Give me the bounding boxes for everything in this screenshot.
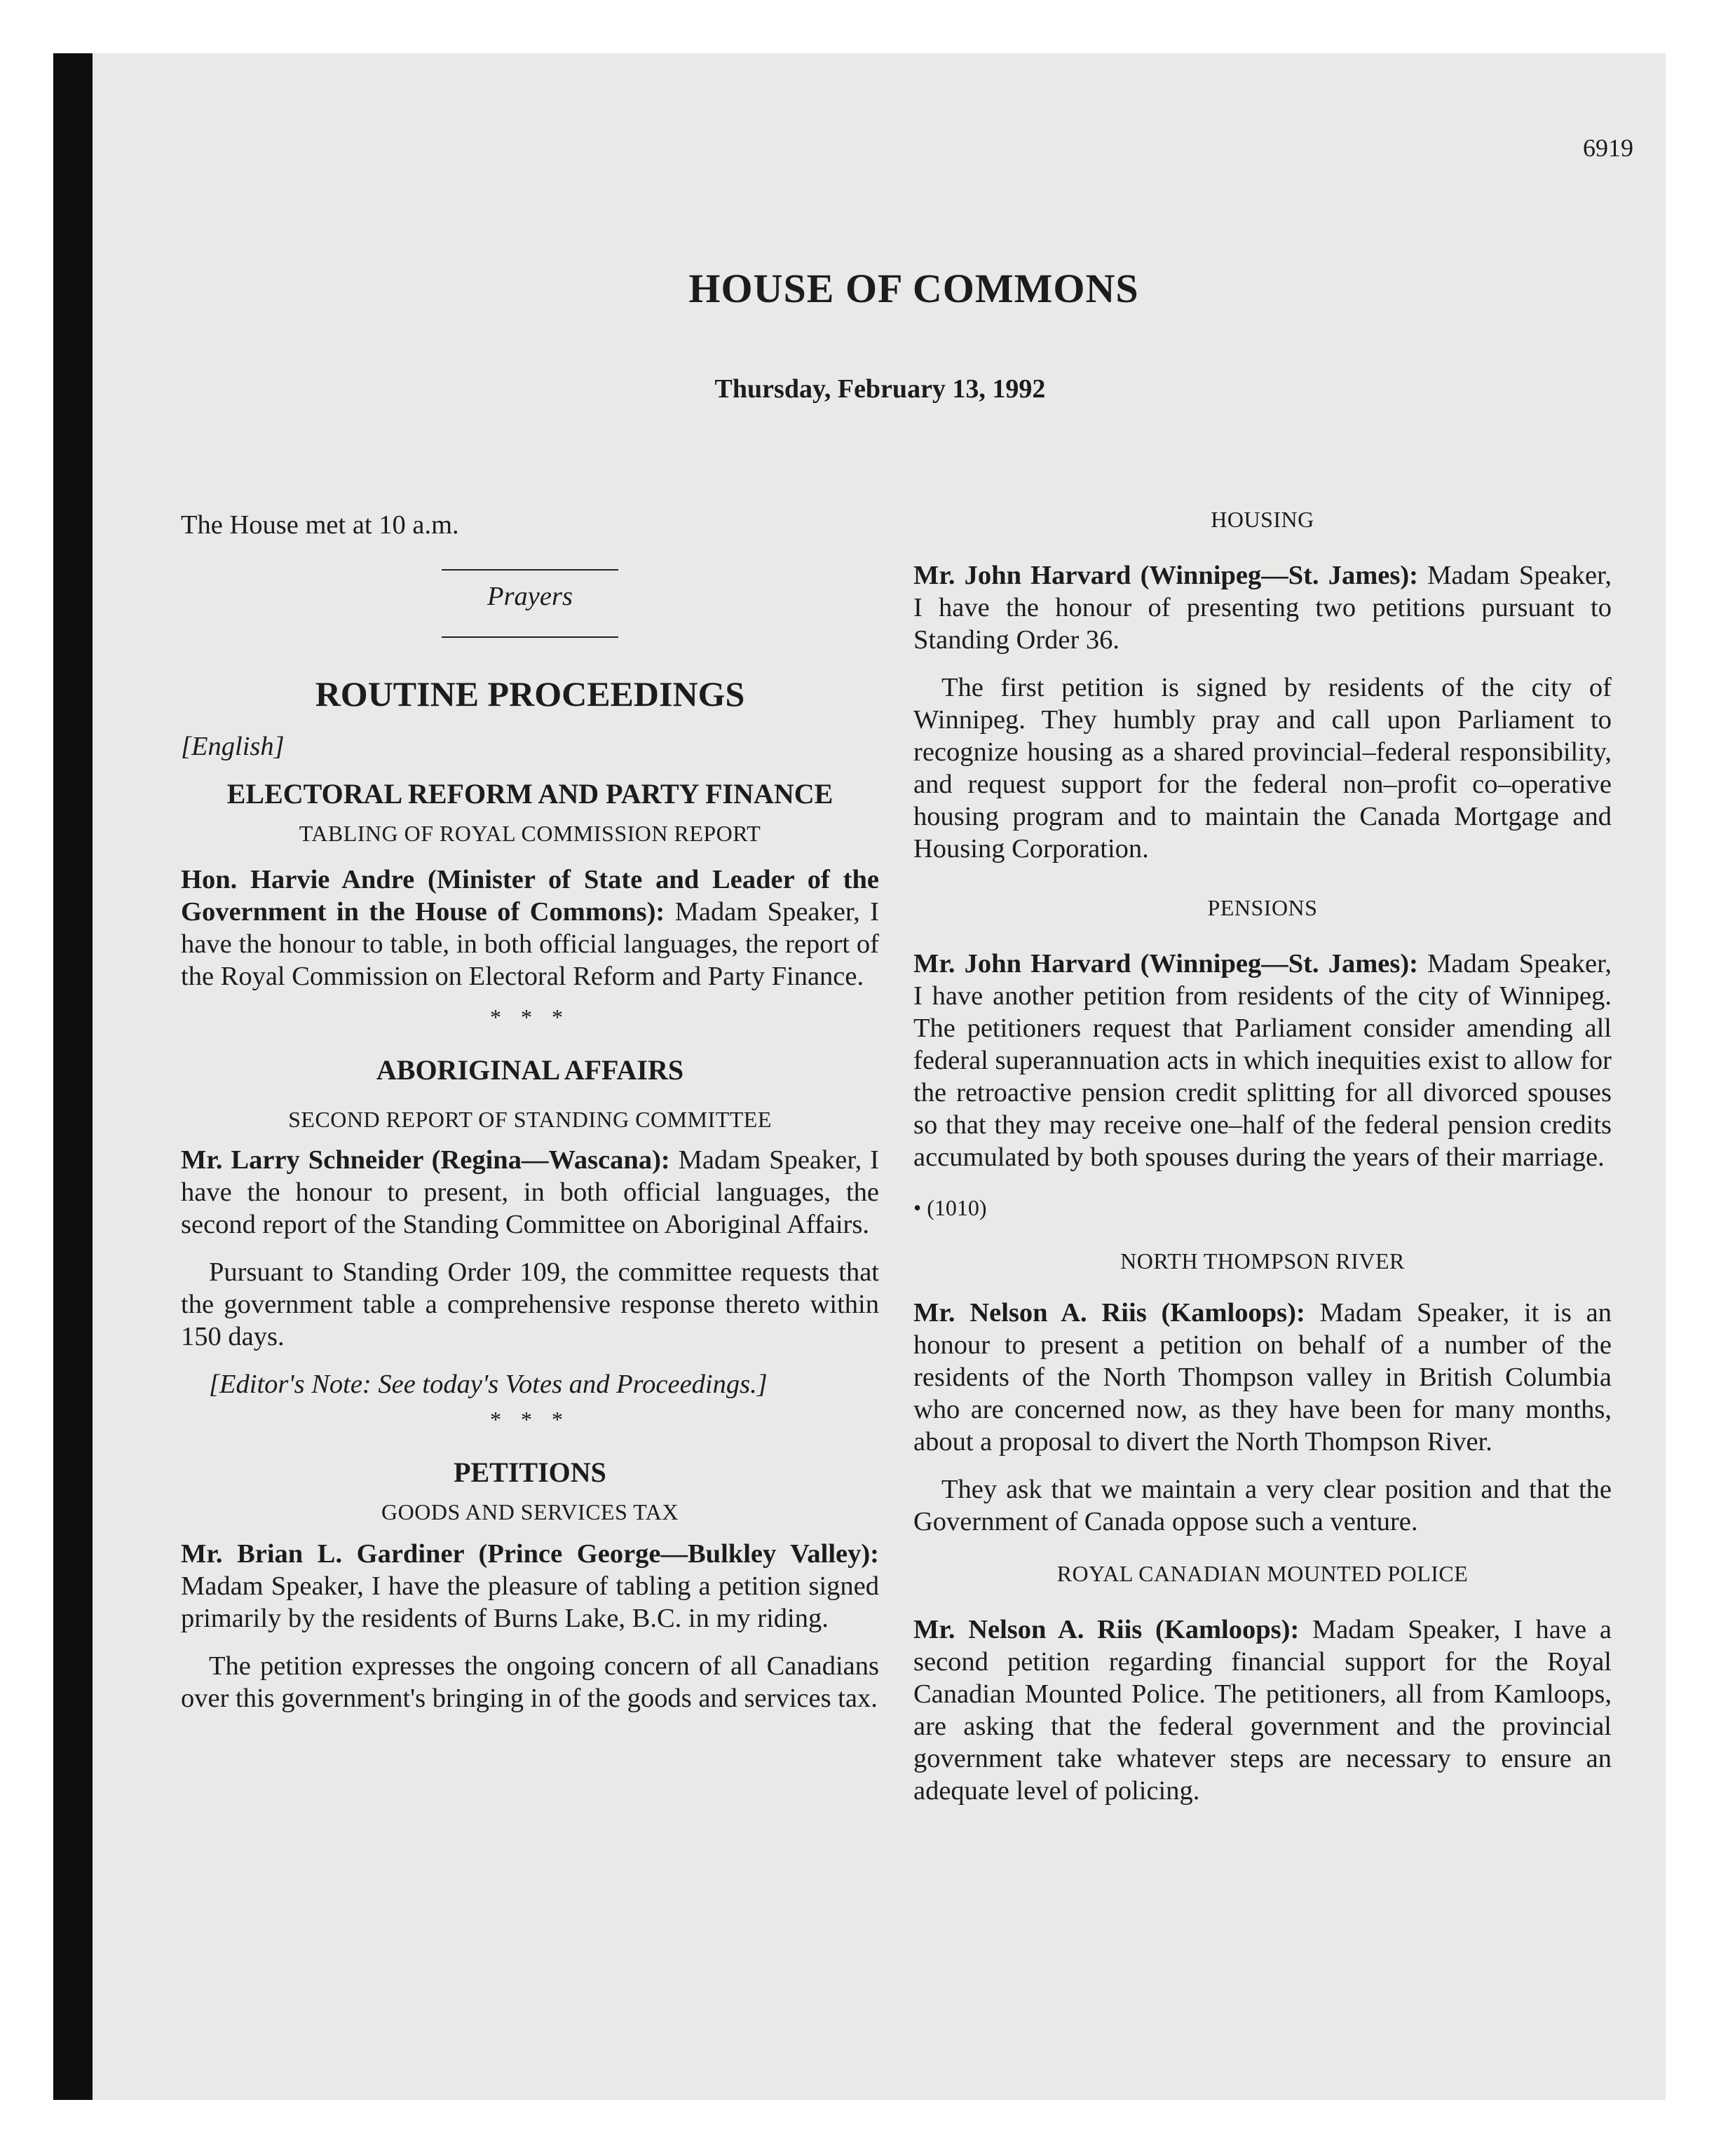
section-separator-stars: * * *	[490, 1407, 570, 1432]
speaker-name: Mr. John Harvard (Winnipeg—St. James):	[913, 561, 1418, 590]
speech-text: Madam Speaker, I have the honour to present, in both official languages, the second report of the Standing Committee on Aboriginal Affairs.	[181, 1145, 879, 1239]
speaker-name: Mr. Nelson A. Riis (Kamloops):	[913, 1615, 1300, 1644]
right-column	[913, 503, 1612, 1807]
left-column	[181, 503, 879, 1714]
heading-electoral-reform: ELECTORAL REFORM AND PARTY FINANCE	[226, 778, 834, 810]
speaker-name: Mr. Nelson A. Riis (Kamloops):	[913, 1298, 1305, 1328]
divider-rule	[442, 636, 618, 638]
divider-rule	[442, 569, 618, 571]
heading-aboriginal-affairs: ABORIGINAL AFFAIRS	[376, 1054, 684, 1086]
subheading-rcmp: ROYAL CANADIAN MOUNTED POLICE	[1056, 1561, 1469, 1586]
speech-harvard-housing	[913, 559, 1612, 656]
speech-text: Madam Speaker, I have the pleasure of tabling a petition signed primarily by the residents of Burns Lake, B.C. in my riding.	[181, 1571, 879, 1633]
subheading-housing: HOUSING	[1211, 507, 1314, 532]
speech-riis-river	[913, 1297, 1612, 1458]
page-title: HOUSE OF COMMONS	[688, 266, 1139, 311]
time-marker: • (1010)	[913, 1195, 987, 1220]
speech-text: Madam Speaker, I have the honour to table, in both official languages, the report of the Royal Commission on Electoral Reform and Party Finance.	[181, 897, 879, 991]
page-number: 6919	[1583, 134, 1633, 162]
speaker-name: Mr. Brian L. Gardiner (Prince George—Bulkley Valley):	[181, 1539, 879, 1569]
speech-paragraph: The first petition is signed by residents of the city of Winnipeg. They humbly pray and call upon Parliament to recognize housing as a shared provincial–federal responsibility, and request support for the federal non–profit co–operative housing program and to maintain the Canada Mortgage and Housing Corporation.	[913, 673, 1612, 864]
subheading-north-thompson: NORTH THOMPSON RIVER	[1120, 1248, 1405, 1274]
speech-text: Madam Speaker, I have another petition from residents of the city of Winnipeg. The petitioners request that Parliament consider amending all federal superannuation acts in which inequities exist to allow for the retroactive pension credit splitting for all divorced spouses so that they may receive one–half of the federal pension credits accumulated by both spouses during the years of their marriage.	[913, 949, 1612, 1172]
speech-text: Madam Speaker, I have a second petition regarding financial support for the Royal Canadian Mounted Police. The petitioners, all from Kamloops, are asking that the federal government and the provincial government take whatever steps are necessary to ensure an adequate level of policing.	[913, 1615, 1612, 1806]
heading-petitions: PETITIONS	[454, 1456, 606, 1488]
sitting-date: Thursday, February 13, 1992	[714, 374, 1046, 404]
scan-edge-bar	[53, 53, 93, 2100]
speech-text: Madam Speaker, I have the honour of presenting two petitions pursuant to Standing Order 36.	[913, 561, 1612, 655]
speech-schneider	[181, 1144, 879, 1241]
prayers-label: Prayers	[487, 582, 573, 611]
subheading-pensions: PENSIONS	[1207, 895, 1318, 920]
speech-paragraph: They ask that we maintain a very clear position and that the Government of Canada oppose such a venture.	[913, 1475, 1612, 1536]
speech-harvard-pensions	[913, 948, 1612, 1173]
speech-paragraph: The petition expresses the ongoing concern of all Canadians over this government's bringing in of the goods and services tax.	[181, 1651, 879, 1713]
speech-riis-rcmp	[913, 1613, 1612, 1807]
language-tag: [English]	[181, 732, 285, 761]
subheading-gst: GOODS AND SERVICES TAX	[381, 1499, 679, 1524]
speaker-name: Hon. Harvie Andre (Minister of State and Leader of the Government in the House of Commons):	[181, 865, 879, 927]
speech-andre	[181, 864, 879, 992]
section-heading-routine-proceedings: ROUTINE PROCEEDINGS	[315, 674, 745, 714]
speech-text: Madam Speaker, it is an honour to present a petition on behalf of a number of the residents of the North Thompson valley in British Columbia who are concerned now, as they have been for many months, about a proposal to divert the North Thompson River.	[913, 1298, 1612, 1456]
house-met-line: The House met at 10 a.m.	[181, 510, 459, 540]
section-separator-stars: * * *	[490, 1004, 570, 1030]
speaker-name: Mr. Larry Schneider (Regina—Wascana):	[181, 1145, 670, 1175]
editors-note: [Editor's Note: See today's Votes and Proceedings.]	[209, 1370, 768, 1399]
speech-paragraph: Pursuant to Standing Order 109, the committee requests that the government table a comprehensive response thereto within 150 days.	[181, 1257, 879, 1351]
speech-gardiner	[181, 1538, 879, 1635]
subheading-tabling-report: TABLING OF ROYAL COMMISSION REPORT	[299, 821, 761, 846]
subheading-second-report: SECOND REPORT OF STANDING COMMITTEE	[288, 1107, 772, 1132]
speaker-name: Mr. John Harvard (Winnipeg—St. James):	[913, 949, 1418, 978]
